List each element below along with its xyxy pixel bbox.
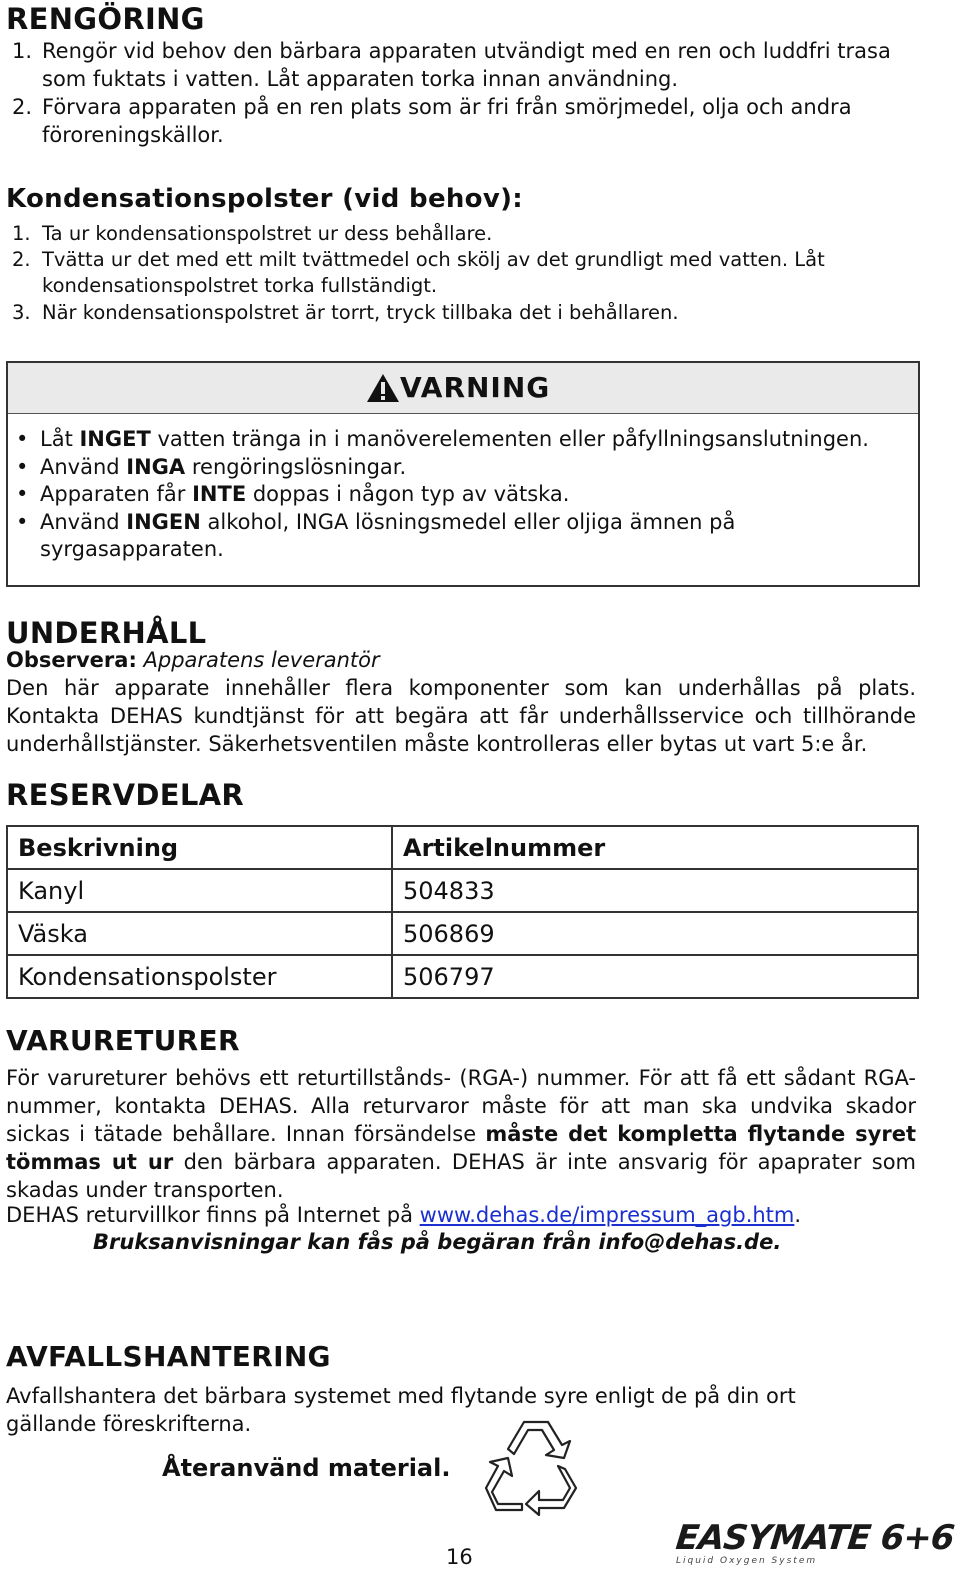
returns-link[interactable]: www.dehas.de/impressum_agb.htm bbox=[419, 1203, 795, 1227]
manuals-note: Bruksanvisningar kan fås på begäran från info@dehas.de. bbox=[93, 1230, 782, 1254]
varureturer-body: För varureturer behövs ett returtillstånds- (RGA-) nummer. För att få ett sådant RGA-nummer, kontakta DEHAS. Alla returvaror måste för att man ska undvika skador sickas i tätade behållare. Innan försändelse måste det kompletta flytande syret tömmas ut ur den bärbara apparaten. DEHAS är inte ansvarig för apaprater som skadas under transporten. bbox=[6, 1066, 916, 1202]
recycle-label: Återanvänd material. bbox=[162, 1454, 451, 1482]
table-cell: 506869 bbox=[392, 912, 918, 955]
list-item: 3. När kondensationspolstret är torrt, tryck tillbaka det i behållaren. bbox=[12, 301, 679, 324]
table-header-row bbox=[7, 826, 918, 869]
table-cell: 504833 bbox=[392, 869, 918, 912]
table-cell: 506797 bbox=[392, 955, 918, 998]
section-title-reservdelar: RESERVDELAR bbox=[6, 778, 245, 812]
varureturer-link-line: DEHAS returvillkor finns på Internet på www.dehas.de/impressum_agb.htm. bbox=[6, 1203, 802, 1227]
underhall-body: Den här apparate innehåller flera komponenter som kan underhållas på plats. Kontakta DEHAS kundtjänst för att begära att får underhållsservice och tillhörande underhållstjänster. Säkerhetsventilen måste kontrolleras eller bytas ut vart 5:e år. bbox=[6, 676, 916, 756]
table-row bbox=[7, 869, 918, 912]
table-header-cell: Beskrivning bbox=[7, 826, 392, 869]
warning-title: VARNING bbox=[400, 371, 551, 404]
brand-logo bbox=[673, 1518, 956, 1582]
list-item: 2. Tvätta ur det med ett milt tvättmedel och skölj av det grundligt med vatten. Låt kondensationspolstret torka fullständigt. bbox=[12, 248, 825, 297]
table-cell: Kanyl bbox=[7, 869, 392, 912]
list-item: • Använd INGA rengöringslösningar. bbox=[10, 454, 910, 482]
rengoring-list bbox=[0, 37, 930, 149]
list-item: 2. Förvara apparaten på en ren plats som är fri från smörjmedel, olja och andra föroreningskällor. bbox=[12, 95, 852, 147]
warning-header bbox=[8, 363, 918, 414]
table-cell: Väska bbox=[7, 912, 392, 955]
warning-box bbox=[6, 361, 920, 587]
table-cell: Kondensationspolster bbox=[7, 955, 392, 998]
list-item: • Låt INGET vatten tränga in i manöverelementen eller påfyllningsanslutningen. bbox=[10, 426, 910, 454]
warning-list bbox=[10, 426, 910, 564]
avfall-body: Avfallshantera det bärbara systemet med flytande syre enligt de på din ort gällande föreskrifterna. bbox=[6, 1384, 796, 1436]
list-item: • Apparaten får INTE doppas i någon typ av vätska. bbox=[10, 481, 910, 509]
list-item: 1. Rengör vid behov den bärbara apparaten utvändigt med en ren och luddfri trasa som fuktats i vatten. Låt apparaten torka innan användning. bbox=[12, 39, 891, 91]
section-title-varureturer: VARURETURER bbox=[6, 1024, 240, 1057]
recycle-icon bbox=[484, 1416, 584, 1516]
table-header-cell: Artikelnummer bbox=[392, 826, 918, 869]
parts-table bbox=[6, 825, 919, 999]
underhall-note: Observera: Apparatens leverantör bbox=[6, 648, 380, 672]
section-title-rengoring: RENGÖRING bbox=[6, 2, 205, 36]
logo-subtitle: Liquid Oxygen System bbox=[676, 1556, 818, 1566]
list-item: 1. Ta ur kondensationspolstret ur dess behållare. bbox=[12, 222, 493, 245]
page-number: 16 bbox=[446, 1545, 473, 1569]
kondens-list bbox=[0, 220, 930, 326]
section-title-avfall: AVFALLSHANTERING bbox=[6, 1340, 331, 1373]
warning-triangle-icon bbox=[366, 373, 400, 403]
list-item: • Använd INGEN alkohol, INGA lösningsmedel eller oljiga ämnen på syrgasapparaten. bbox=[10, 509, 910, 564]
table-row bbox=[7, 912, 918, 955]
section-title-underhall: UNDERHÅLL bbox=[6, 616, 207, 650]
section-title-kondens: Kondensationspolster (vid behov): bbox=[6, 184, 523, 214]
table-row bbox=[7, 955, 918, 998]
logo-text: EASYMATE 6+6 bbox=[673, 1518, 956, 1558]
